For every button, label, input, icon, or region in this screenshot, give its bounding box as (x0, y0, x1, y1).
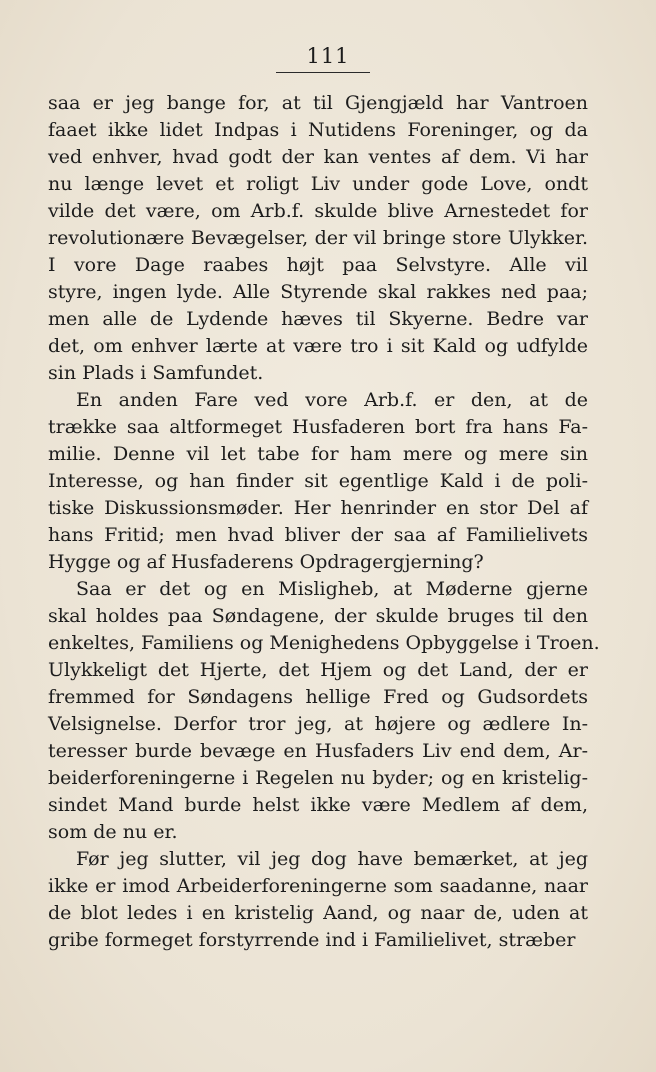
text-line: saa er jeg bange for, at til Gjengjæld har Vantroen (48, 92, 588, 114)
text-line: som de nu er. (48, 821, 178, 843)
text-line: revolutionære Bevægelser, der vil bringe store Ulykker. (48, 227, 588, 249)
header-rule (276, 72, 370, 73)
text-line: det, om enhver lærte at være tro i sit Kald og udfylde (48, 335, 588, 357)
text-line: Velsignelse. Derfor tror jeg, at højere og ædlere In- (48, 713, 588, 735)
text-line: styre, ingen lyde. Alle Styrende skal rakkes ned paa; (48, 281, 588, 303)
text-line: gribe formeget forstyrrende ind i Familielivet, stræber (48, 929, 576, 951)
text-line: teresser burde bevæge en Husfaders Liv end dem, Ar- (48, 740, 588, 762)
text-line: Ulykkeligt det Hjerte, det Hjem og det Land, der er (48, 659, 588, 681)
text-line: faaet ikke lidet Indpas i Nutidens Foreninger, og da (48, 119, 588, 141)
text-line: enkeltes, Familiens og Menighedens Opbyggelse i Troen. (48, 632, 600, 654)
text-line: Hygge og af Husfaderens Opdragergjerning? (48, 551, 484, 573)
text-line: fremmed for Søndagens hellige Fred og Gudsordets (48, 686, 588, 708)
text-line: ikke er imod Arbeiderforeningerne som saadanne, naar (48, 875, 588, 897)
text-line: tiske Diskussionsmøder. Her henrinder en stor Del af (48, 497, 588, 519)
text-line: I vore Dage raabes højt paa Selvstyre. Alle vil (48, 254, 588, 276)
text-line: sindet Mand burde helst ikke være Medlem af dem, (48, 794, 588, 816)
text-line: vilde det være, om Arb.f. skulde blive Arnestedet for (48, 200, 588, 222)
text-line: milie. Denne vil let tabe for ham mere og mere sin (48, 443, 588, 465)
text-line: En anden Fare ved vore Arb.f. er den, at de (76, 389, 588, 411)
page-number: 111 (306, 44, 350, 68)
text-line: Før jeg slutter, vil jeg dog have bemærket, at jeg (76, 848, 588, 870)
text-line: Saa er det og en Misligheb, at Møderne gjerne (76, 578, 588, 600)
text-line: de blot ledes i en kristelig Aand, og naar de, uden at (48, 902, 588, 924)
text-line: nu længe levet et roligt Liv under gode Love, ondt (48, 173, 588, 195)
text-line: hans Fritid; men hvad bliver der saa af Familielivets (48, 524, 588, 546)
text-line: skal holdes paa Søndagene, der skulde bruges til den (48, 605, 588, 627)
text-line: Interesse, og han finder sit egentlige Kald i de poli- (48, 470, 588, 492)
text-line: beiderforeningerne i Regelen nu byder; og en kristelig- (48, 767, 588, 789)
body-text (48, 90, 600, 954)
text-line: trække saa altformeget Husfaderen bort fra hans Fa- (48, 416, 588, 438)
text-line: men alle de Lydende hæves til Skyerne. Bedre var (48, 308, 588, 330)
text-line: sin Plads i Samfundet. (48, 362, 264, 384)
text-line: ved enhver, hvad godt der kan ventes af dem. Vi har (48, 146, 588, 168)
